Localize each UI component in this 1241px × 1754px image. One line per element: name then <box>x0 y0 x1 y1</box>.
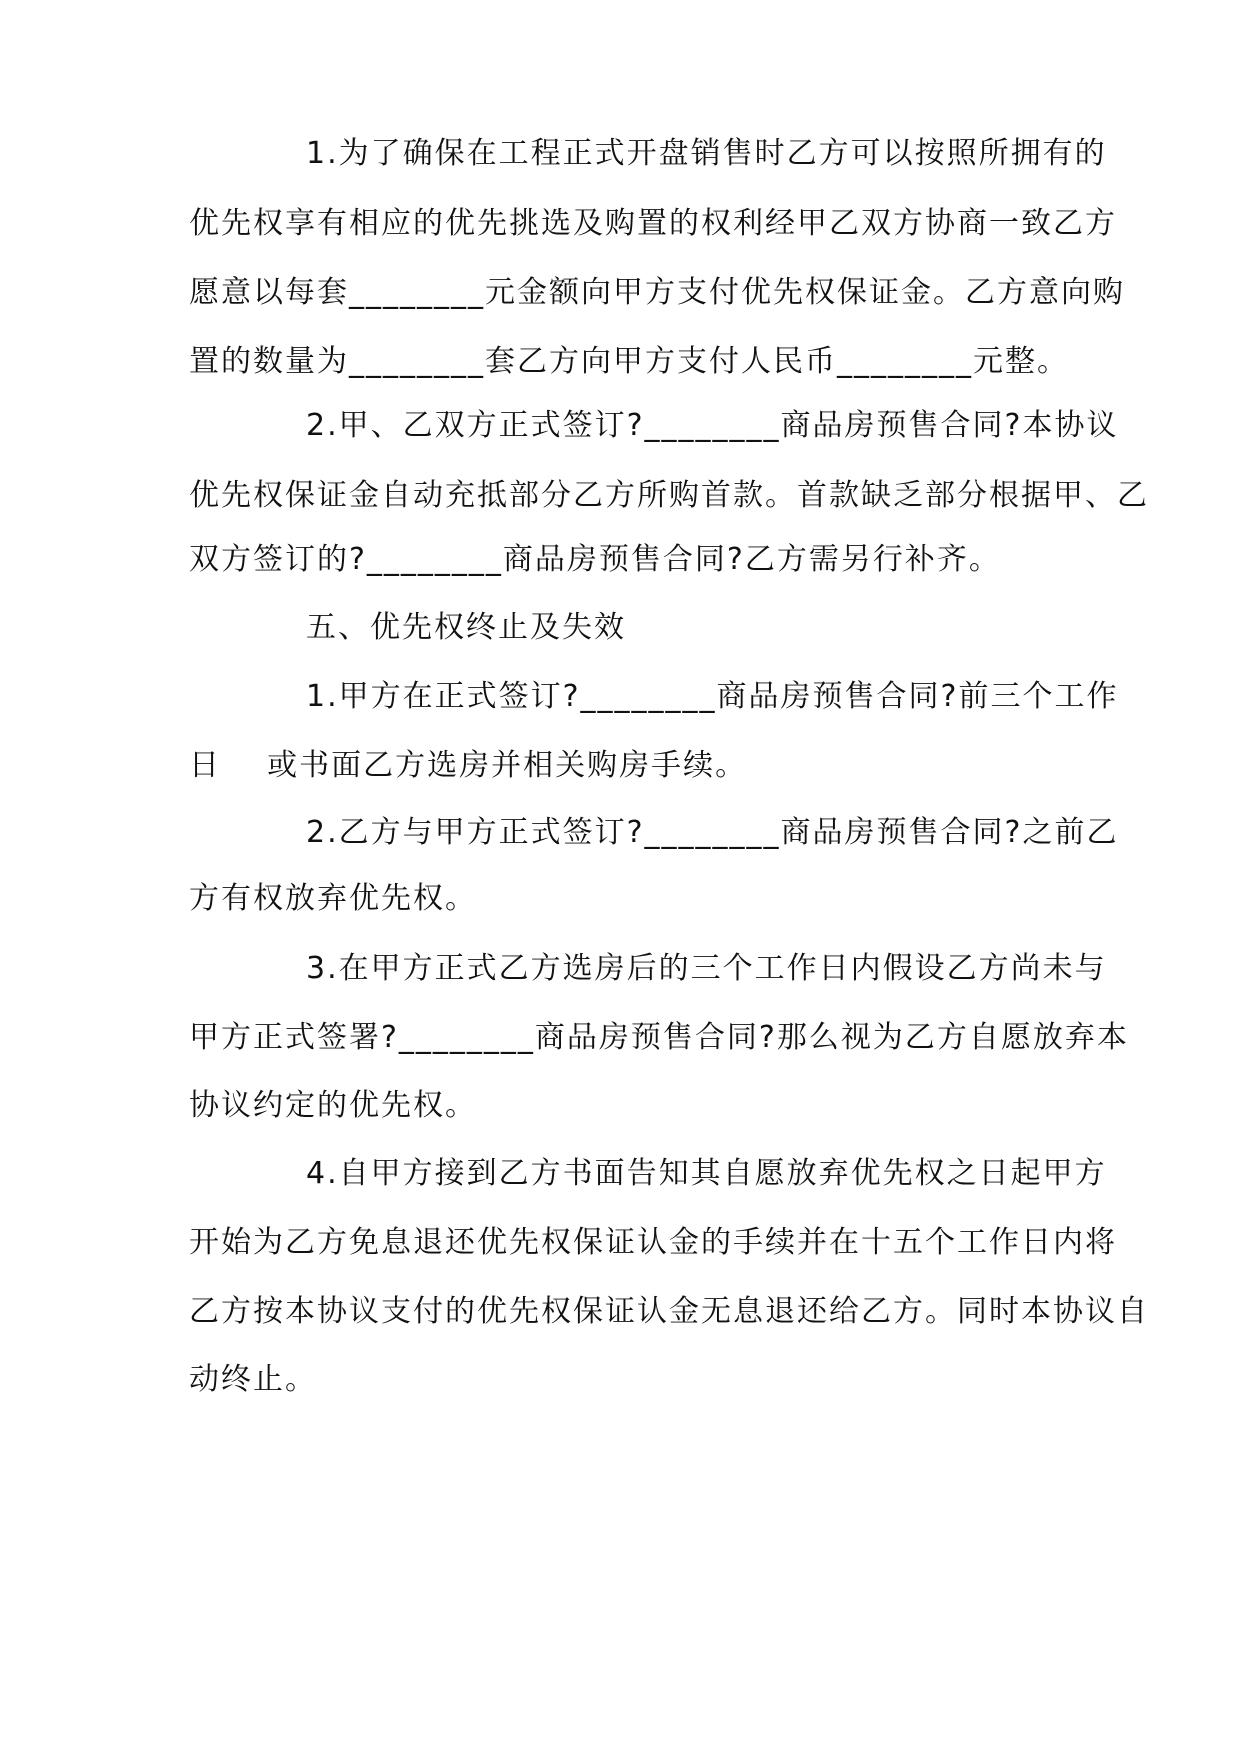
text-line: 2.乙方与甲方正式签订?________商品房预售合同?之前乙 <box>306 815 1119 850</box>
section-heading: 五、优先权终止及失效 <box>306 610 626 645</box>
text-line: 2.甲、乙双方正式签订?________商品房预售合同?本协议 <box>306 408 1119 443</box>
text-line: 乙方按本协议支付的优先权保证认金无息退还给乙方。同时本协议自 <box>189 1294 1149 1329</box>
text-line: 日 或书面乙方选房并相关购房手续。 <box>189 748 748 783</box>
text-line: 优先权享有相应的优先挑选及购置的权利经甲乙双方协商一致乙方 <box>189 206 1117 241</box>
text-line: 优先权保证金自动充抵部分乙方所购首款。首款缺乏部分根据甲、乙 <box>189 478 1149 513</box>
text-line: 协议约定的优先权。 <box>189 1088 477 1123</box>
text-line: 甲方正式签署?________商品房预售合同?那么视为乙方自愿放弃本 <box>189 1020 1129 1055</box>
text-line: 1.为了确保在工程正式开盘销售时乙方可以按照所拥有的 <box>306 136 1107 171</box>
text-line: 愿意以每套________元金额向甲方支付优先权保证金。乙方意向购 <box>189 275 1125 310</box>
text-line: 3.在甲方正式乙方选房后的三个工作日内假设乙方尚未与 <box>306 951 1107 986</box>
text-line: 置的数量为________套乙方向甲方支付人民币________元整。 <box>189 344 1069 379</box>
text-line: 1.甲方在正式签订?________商品房预售合同?前三个工作 <box>306 679 1119 714</box>
text-line: 双方签订的?________商品房预售合同?乙方需另行补齐。 <box>189 542 1001 577</box>
text-line: 方有权放弃优先权。 <box>189 881 477 916</box>
text-line: 动终止。 <box>189 1362 317 1397</box>
text-line: 开始为乙方免息退还优先权保证认金的手续并在十五个工作日内将 <box>189 1225 1117 1260</box>
text-line: 4.自甲方接到乙方书面告知其自愿放弃优先权之日起甲方 <box>306 1156 1107 1191</box>
